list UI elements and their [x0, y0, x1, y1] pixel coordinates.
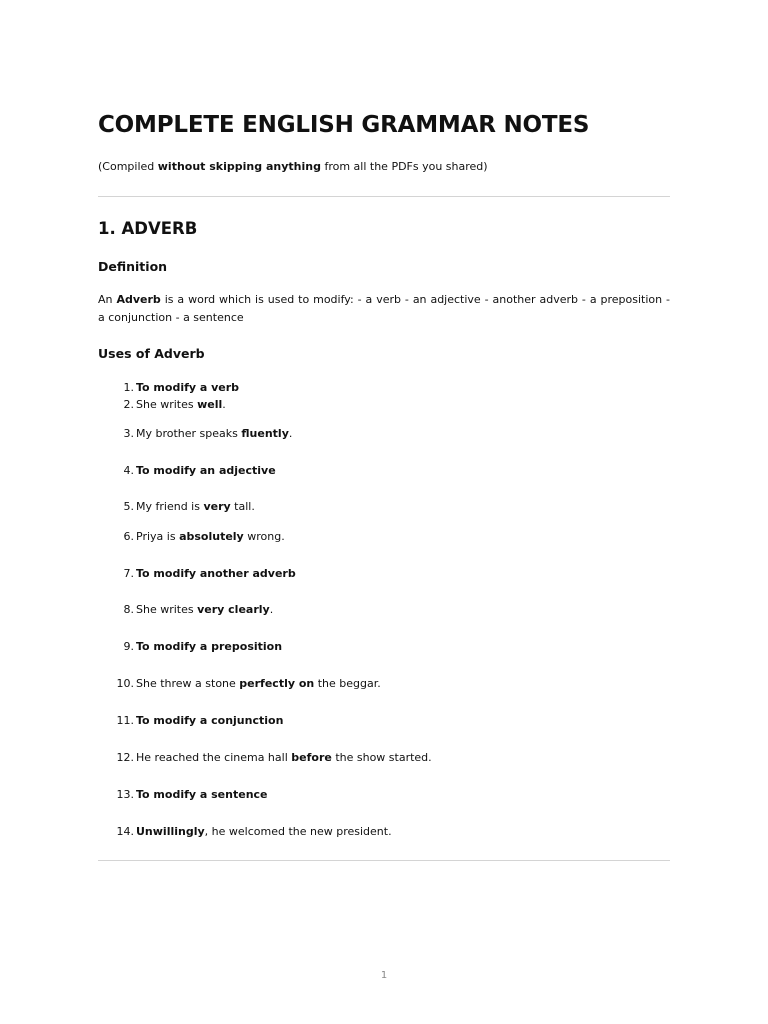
list-emphasis: absolutely	[179, 530, 244, 543]
list-number: 7.	[123, 567, 134, 580]
list-emphasis: fluently	[241, 427, 289, 440]
bottom-divider	[98, 860, 670, 861]
list-text: She writes	[136, 603, 198, 616]
list-emphasis: To modify a conjunction	[136, 714, 284, 727]
list-text: .	[288, 427, 293, 440]
list-item	[98, 426, 292, 442]
definition-heading: Definition	[98, 259, 168, 274]
top-divider	[98, 196, 670, 197]
definition-paragraph	[98, 291, 670, 327]
list-emphasis: before	[291, 751, 332, 764]
list-text: He reached the cinema hall	[136, 751, 292, 764]
list-number: 11.	[116, 714, 134, 727]
definition-prefix: An	[98, 293, 117, 306]
list-item	[98, 639, 282, 655]
document-title: COMPLETE ENGLISH GRAMMAR NOTES	[98, 112, 590, 138]
list-item	[98, 676, 381, 692]
section-heading: 1. ADVERB	[98, 219, 198, 238]
list-number: 9.	[123, 640, 134, 653]
list-emphasis: To modify a sentence	[136, 788, 268, 801]
list-text: She threw a stone	[136, 677, 240, 690]
list-number: 13.	[116, 788, 134, 801]
page-number: 1	[380, 970, 388, 981]
list-item	[98, 499, 255, 515]
list-emphasis: To modify another adverb	[136, 567, 296, 580]
definition-text: is a word which is used to modify: - a verb - an adjective - another adverb - a preposition - a conjunction - a sentence	[98, 293, 670, 324]
list-number: 1.	[123, 381, 134, 394]
list-text: , he welcomed the new president.	[204, 825, 392, 838]
list-number: 3.	[123, 427, 134, 440]
list-emphasis: very clearly	[197, 603, 270, 616]
list-text: My friend is	[136, 500, 204, 513]
list-item	[98, 824, 392, 840]
uses-heading: Uses of Adverb	[98, 346, 205, 361]
list-text: the beggar.	[314, 677, 381, 690]
list-emphasis: To modify a verb	[136, 381, 240, 394]
list-emphasis: To modify an adjective	[136, 464, 276, 477]
list-emphasis: well	[197, 398, 223, 411]
list-number: 5.	[123, 500, 134, 513]
list-text: My brother speaks	[136, 427, 242, 440]
list-emphasis: perfectly on	[239, 677, 315, 690]
list-number: 14.	[116, 825, 134, 838]
list-text: .	[269, 603, 274, 616]
document-subtitle	[98, 160, 488, 173]
list-item	[98, 566, 296, 582]
list-item	[98, 713, 283, 729]
list-emphasis: very	[203, 500, 231, 513]
list-text: Priya is	[136, 530, 180, 543]
list-item	[98, 397, 226, 413]
list-emphasis: Unwillingly	[136, 825, 205, 838]
list-text: wrong.	[243, 530, 285, 543]
list-item	[98, 602, 273, 618]
subtitle-suffix: from all the PDFs you shared)	[320, 160, 488, 173]
list-emphasis: To modify a preposition	[136, 640, 283, 653]
list-number: 8.	[123, 603, 134, 616]
list-number: 2.	[123, 398, 134, 411]
list-text: .	[222, 398, 226, 411]
list-number: 6.	[123, 530, 134, 543]
definition-term: Adverb	[116, 293, 161, 306]
subtitle-prefix: (Compiled	[98, 160, 158, 173]
subtitle-emphasis: without skipping anything	[157, 160, 321, 173]
list-number: 4.	[123, 464, 134, 477]
list-text: the show started.	[331, 751, 432, 764]
list-number: 12.	[116, 751, 134, 764]
list-text: She writes	[136, 398, 198, 411]
list-item	[98, 463, 276, 479]
list-item	[98, 750, 432, 766]
list-item	[98, 529, 285, 545]
list-text: tall.	[230, 500, 255, 513]
list-item	[98, 380, 239, 396]
list-number: 10.	[116, 677, 134, 690]
list-item	[98, 787, 268, 803]
